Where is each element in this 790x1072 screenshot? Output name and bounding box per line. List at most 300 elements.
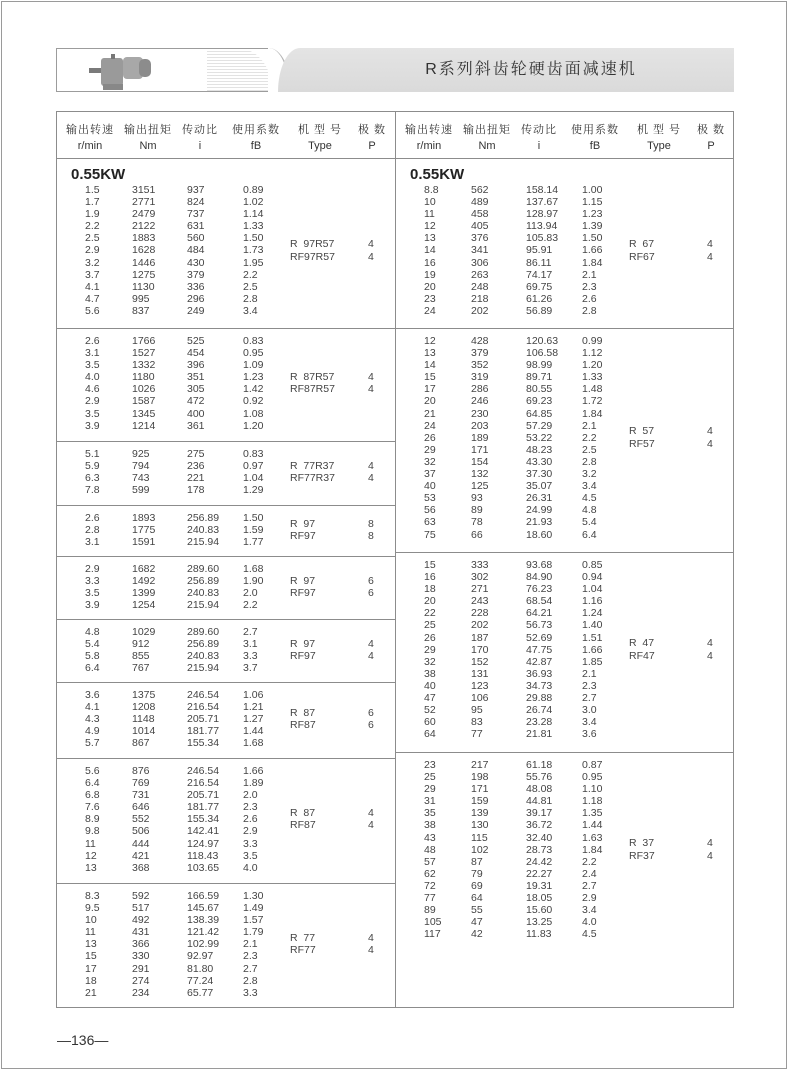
- torque-cell: 115: [471, 831, 488, 844]
- service-factor-cell: 2.0: [243, 587, 258, 600]
- ratio-cell: 105.83: [526, 232, 559, 245]
- torque-cell: 243: [471, 595, 489, 608]
- ratio-cell: 39.17: [526, 807, 553, 820]
- speed-cell: 4.9: [85, 725, 100, 738]
- column-header-zh: 传动比: [182, 124, 218, 136]
- column-header-zh: 输出转速: [66, 124, 114, 136]
- column-header-zh: 输出转速: [405, 124, 453, 136]
- speed-cell: 3.2: [85, 256, 100, 269]
- speed-cell: 20: [424, 395, 436, 408]
- speed-cell: 3.5: [85, 587, 100, 600]
- service-factor-cell: 2.8: [243, 292, 258, 305]
- ratio-cell: 631: [187, 220, 205, 233]
- table-row: [57, 975, 395, 987]
- torque-cell: 444: [132, 837, 150, 850]
- ratio-cell: 351: [187, 371, 205, 384]
- table-row: [396, 892, 734, 904]
- ratio-cell: 246.54: [187, 765, 220, 777]
- torque-cell: 69: [471, 879, 483, 892]
- ratio-cell: 69.75: [526, 280, 553, 293]
- torque-cell: 123: [471, 679, 489, 692]
- page-number: —136—: [57, 1032, 109, 1048]
- service-factor-cell: 0.95: [582, 771, 603, 784]
- column-header-en: Type: [647, 140, 671, 152]
- speed-cell: 2.9: [85, 563, 100, 575]
- table-row: [396, 795, 734, 807]
- speed-cell: 29: [424, 443, 436, 456]
- service-factor-cell: 1.48: [582, 383, 603, 396]
- model-type-line: [290, 707, 390, 720]
- speed-cell: 32: [424, 455, 436, 468]
- model-group: [57, 683, 395, 759]
- speed-cell: 2.9: [85, 395, 100, 408]
- service-factor-cell: 2.7: [243, 962, 258, 975]
- service-factor-cell: 1.66: [582, 244, 603, 257]
- column-header-en: Type: [308, 140, 332, 152]
- pole-count: 4: [707, 437, 713, 450]
- speed-cell: 4.7: [85, 292, 100, 305]
- speed-cell: 5.8: [85, 650, 100, 663]
- table-row: [396, 347, 734, 359]
- table-row: [396, 704, 734, 716]
- table-row: [396, 281, 734, 293]
- torque-cell: 431: [132, 926, 150, 939]
- torque-cell: 1208: [132, 701, 156, 714]
- table-row: [57, 335, 395, 347]
- ratio-cell: 256.89: [187, 575, 220, 588]
- model-type-line: [290, 472, 390, 485]
- table-row: [396, 559, 734, 571]
- speed-cell: 53: [424, 492, 436, 505]
- service-factor-cell: 3.7: [243, 662, 258, 675]
- ratio-cell: 181.77: [187, 725, 220, 738]
- torque-cell: 131: [471, 667, 489, 680]
- speed-cell: 60: [424, 716, 436, 729]
- column-header-en: i: [537, 140, 541, 152]
- torque-cell: 263: [471, 268, 489, 281]
- service-factor-cell: 2.9: [243, 825, 258, 838]
- model-type: R 77R37: [290, 459, 335, 472]
- torque-cell: 139: [471, 807, 489, 820]
- service-factor-cell: 1.06: [243, 689, 264, 701]
- pole-count: 4: [707, 637, 713, 650]
- torque-cell: 368: [132, 861, 150, 874]
- pole-count: 6: [368, 706, 374, 719]
- ratio-cell: 24.99: [526, 504, 553, 517]
- speed-cell: 11: [85, 926, 96, 939]
- torque-cell: 198: [471, 771, 489, 784]
- speed-cell: 13: [85, 861, 97, 874]
- ratio-cell: 64.21: [526, 607, 553, 620]
- table-row: [57, 662, 395, 674]
- torque-cell: 189: [471, 431, 489, 444]
- service-factor-cell: 1.10: [582, 783, 603, 796]
- torque-cell: 217: [471, 759, 489, 771]
- model-type: RF97: [290, 650, 316, 663]
- ratio-cell: 26.31: [526, 492, 553, 505]
- column-header-zh: 极 数: [696, 124, 726, 136]
- ratio-cell: 52.69: [526, 631, 553, 644]
- service-factor-cell: 0.87: [582, 759, 603, 771]
- torque-cell: 234: [132, 986, 150, 999]
- ratio-cell: 275: [187, 448, 205, 460]
- power-rating: 0.55KW: [410, 166, 465, 183]
- ratio-cell: 89.71: [526, 371, 553, 384]
- table-row: [57, 737, 395, 749]
- speed-cell: 19: [424, 268, 436, 281]
- ratio-cell: 396: [187, 359, 205, 372]
- torque-cell: 517: [132, 902, 150, 915]
- service-factor-cell: 2.2: [582, 855, 597, 868]
- service-factor-cell: 1.85: [582, 655, 603, 668]
- speed-cell: 56: [424, 504, 436, 517]
- ratio-cell: 178: [187, 484, 205, 497]
- table-row: [57, 765, 395, 777]
- torque-cell: 876: [132, 765, 150, 777]
- model-group: [57, 506, 395, 557]
- speed-cell: 23: [424, 292, 436, 305]
- ratio-cell: 289.60: [187, 626, 220, 638]
- ratio-cell: 36.72: [526, 819, 553, 832]
- service-factor-cell: 1.89: [243, 777, 264, 790]
- torque-cell: 506: [132, 825, 150, 838]
- ratio-cell: 34.73: [526, 679, 553, 692]
- model-type-block: [629, 837, 729, 862]
- service-factor-cell: 2.1: [582, 268, 597, 281]
- ratio-cell: 361: [187, 419, 205, 432]
- service-factor-cell: 2.3: [582, 280, 597, 293]
- torque-cell: 1766: [132, 335, 156, 347]
- service-factor-cell: 4.0: [582, 916, 597, 929]
- model-type-line: [290, 650, 390, 663]
- service-factor-cell: 1.21: [243, 701, 264, 714]
- ratio-cell: 69.23: [526, 395, 553, 408]
- table-row: [396, 196, 734, 208]
- table-left-half: [57, 112, 396, 1007]
- torque-cell: 1375: [132, 689, 156, 701]
- service-factor-cell: 2.0: [243, 789, 258, 802]
- torque-cell: 376: [471, 232, 489, 245]
- service-factor-cell: 3.3: [243, 837, 258, 850]
- pole-count: 4: [368, 250, 374, 263]
- speed-cell: 1.5: [85, 184, 100, 196]
- table-row: [396, 759, 734, 771]
- model-type-line: [290, 587, 390, 600]
- torque-cell: 125: [471, 480, 489, 493]
- ratio-cell: 216.54: [187, 701, 220, 714]
- table-row: [396, 529, 734, 541]
- torque-cell: 925: [132, 448, 150, 460]
- torque-cell: 1180: [132, 371, 155, 384]
- ratio-cell: 22.27: [526, 867, 553, 880]
- torque-cell: 170: [471, 643, 489, 656]
- banner-stripes: [207, 49, 268, 91]
- ratio-cell: 138.39: [187, 914, 220, 927]
- torque-cell: 421: [132, 849, 150, 862]
- service-factor-cell: 1.33: [243, 220, 264, 233]
- torque-cell: 646: [132, 801, 150, 814]
- speed-cell: 15: [424, 371, 436, 384]
- torque-cell: 77: [471, 728, 483, 741]
- service-factor-cell: 0.95: [243, 347, 264, 360]
- column-header-zh: 机 型 号: [636, 124, 682, 136]
- service-factor-cell: 0.83: [243, 448, 264, 460]
- torque-cell: 1014: [132, 725, 156, 738]
- ratio-cell: 29.88: [526, 692, 553, 705]
- service-factor-cell: 1.33: [582, 371, 603, 384]
- table-row: [57, 838, 395, 850]
- table-row: [396, 516, 734, 528]
- model-group: [57, 159, 395, 329]
- ratio-cell: 937: [187, 184, 205, 196]
- torque-cell: 1148: [132, 713, 155, 726]
- service-factor-cell: 2.8: [582, 304, 597, 317]
- speed-cell: 5.6: [85, 765, 100, 777]
- speed-cell: 32: [424, 655, 436, 668]
- service-factor-cell: 1.44: [582, 819, 603, 832]
- model-type-block: [290, 518, 390, 543]
- speed-cell: 38: [424, 819, 436, 832]
- speed-cell: 105: [424, 916, 442, 929]
- service-factor-cell: 1.35: [582, 807, 603, 820]
- torque-cell: 1527: [132, 347, 156, 360]
- ratio-cell: 236: [187, 460, 205, 473]
- service-factor-cell: 2.7: [582, 879, 597, 892]
- ratio-cell: 42.87: [526, 655, 553, 668]
- model-type-block: [290, 638, 390, 663]
- service-factor-cell: 2.8: [582, 455, 597, 468]
- model-type: R 87: [290, 806, 316, 819]
- speed-cell: 6.4: [85, 662, 100, 675]
- model-type: RF47: [629, 649, 655, 662]
- ratio-cell: 454: [187, 347, 205, 360]
- speed-cell: 20: [424, 595, 436, 608]
- speed-cell: 10: [424, 196, 436, 209]
- speed-cell: 89: [424, 904, 436, 917]
- service-factor-cell: 2.7: [243, 626, 258, 638]
- model-type: RF87R57: [290, 383, 335, 396]
- model-type-block: [290, 707, 390, 732]
- speed-cell: 16: [424, 256, 436, 269]
- ratio-cell: 296: [187, 292, 205, 305]
- model-group: [396, 159, 734, 329]
- speed-cell: 3.3: [85, 575, 100, 588]
- speed-cell: 40: [424, 480, 436, 493]
- ratio-cell: 92.97: [187, 950, 214, 963]
- table-row: [396, 692, 734, 704]
- pole-count: 4: [368, 370, 374, 383]
- pole-count: 4: [707, 238, 713, 251]
- torque-cell: 428: [471, 335, 489, 347]
- ratio-cell: 23.28: [526, 716, 553, 729]
- torque-cell: 333: [471, 559, 489, 571]
- table-row: [396, 680, 734, 692]
- torque-cell: 552: [132, 813, 150, 826]
- torque-cell: 132: [471, 468, 489, 481]
- table-row: [57, 408, 395, 420]
- ratio-cell: 24.42: [526, 855, 553, 868]
- table-row: [57, 269, 395, 281]
- column-header-en: Nm: [478, 140, 496, 152]
- speed-cell: 17: [85, 962, 97, 975]
- page-title: R系列斜齿轮硬齿面减速机: [425, 61, 637, 78]
- ratio-cell: 158.14: [526, 184, 559, 196]
- torque-cell: 1628: [132, 244, 156, 257]
- service-factor-cell: 3.4: [582, 480, 597, 493]
- table-row: [396, 571, 734, 583]
- speed-cell: 2.6: [85, 335, 100, 347]
- torque-cell: 458: [471, 208, 489, 221]
- torque-cell: 1893: [132, 512, 156, 524]
- ratio-cell: 142.41: [187, 825, 220, 838]
- table-row: [57, 563, 395, 575]
- service-factor-cell: 2.6: [582, 292, 597, 305]
- ratio-cell: 61.26: [526, 292, 553, 305]
- torque-cell: 1492: [132, 575, 156, 588]
- speed-cell: 9.5: [85, 902, 100, 915]
- service-factor-cell: 1.79: [243, 926, 264, 939]
- speed-cell: 6.4: [85, 777, 100, 790]
- pole-count: 6: [368, 719, 374, 732]
- column-header-zh: 使用系数: [571, 124, 619, 136]
- torque-cell: 130: [471, 819, 489, 832]
- torque-cell: 202: [471, 619, 489, 632]
- torque-cell: 106: [471, 692, 489, 705]
- service-factor-cell: 2.1: [243, 938, 258, 951]
- service-factor-cell: 3.4: [582, 716, 597, 729]
- ratio-cell: 53.22: [526, 431, 553, 444]
- speed-cell: 21: [424, 407, 436, 420]
- torque-cell: 274: [132, 974, 150, 987]
- column-header-en: Nm: [139, 140, 157, 152]
- model-type: R 47: [629, 637, 655, 650]
- torque-cell: 3151: [132, 184, 156, 196]
- model-group: [396, 329, 734, 553]
- table-row: [396, 607, 734, 619]
- table-row: [57, 395, 395, 407]
- speed-cell: 1.7: [85, 196, 100, 209]
- speed-cell: 3.5: [85, 359, 100, 372]
- model-type: R 77: [290, 931, 316, 944]
- model-type-line: [290, 819, 390, 832]
- service-factor-cell: 3.4: [582, 904, 597, 917]
- ratio-cell: 18.60: [526, 528, 553, 541]
- table-row: [396, 916, 734, 928]
- column-header-en: r/min: [416, 140, 442, 152]
- column-header-zh: 使用系数: [232, 124, 280, 136]
- service-factor-cell: 1.15: [582, 196, 603, 209]
- table-row: [396, 783, 734, 795]
- torque-cell: 203: [471, 419, 489, 432]
- ratio-cell: 86.11: [526, 256, 552, 269]
- service-factor-cell: 0.92: [243, 395, 264, 408]
- torque-cell: 1026: [132, 383, 156, 396]
- pole-count: 4: [707, 425, 713, 438]
- service-factor-cell: 1.59: [243, 524, 264, 537]
- service-factor-cell: 1.00: [582, 184, 603, 196]
- speed-cell: 43: [424, 831, 436, 844]
- torque-cell: 154: [471, 455, 489, 468]
- speed-cell: 2.9: [85, 244, 100, 257]
- speed-cell: 14: [424, 244, 436, 257]
- service-factor-cell: 3.1: [243, 638, 258, 651]
- torque-cell: 837: [132, 304, 150, 317]
- torque-cell: 286: [471, 383, 489, 396]
- speed-cell: 5.9: [85, 460, 100, 473]
- table-row: [396, 728, 734, 740]
- torque-cell: 291: [132, 962, 150, 975]
- service-factor-cell: 1.12: [582, 347, 603, 360]
- table-row: [57, 208, 395, 220]
- model-type-line: [290, 251, 390, 264]
- speed-cell: 8.3: [85, 890, 100, 902]
- table-row: [396, 480, 734, 492]
- table-row: [57, 599, 395, 611]
- model-type: RF87: [290, 719, 316, 732]
- ratio-cell: 118.43: [187, 849, 219, 862]
- table-row: [396, 868, 734, 880]
- torque-cell: 599: [132, 484, 150, 497]
- torque-cell: 152: [471, 655, 489, 668]
- torque-cell: 867: [132, 737, 150, 750]
- model-group: [396, 553, 734, 753]
- speed-cell: 3.6: [85, 689, 100, 701]
- speed-cell: 24: [424, 419, 436, 432]
- ratio-cell: 145.67: [187, 902, 220, 915]
- table-row: [57, 963, 395, 975]
- service-factor-cell: 1.20: [243, 419, 264, 432]
- model-type: R 97R57: [290, 238, 335, 251]
- service-factor-cell: 1.42: [243, 383, 264, 396]
- speed-cell: 4.1: [85, 701, 100, 714]
- ratio-cell: 36.93: [526, 667, 553, 680]
- torque-cell: 743: [132, 472, 150, 485]
- torque-cell: 1130: [132, 280, 155, 293]
- model-type-line: [290, 575, 390, 588]
- speed-cell: 47: [424, 692, 436, 705]
- model-type-line: [629, 425, 729, 438]
- service-factor-cell: 2.1: [582, 667, 597, 680]
- torque-cell: 1682: [132, 563, 156, 575]
- torque-cell: 230: [471, 407, 489, 420]
- speed-cell: 3.1: [85, 536, 100, 549]
- torque-cell: 171: [471, 783, 489, 796]
- model-type-line: [290, 238, 390, 251]
- pole-count: 4: [368, 931, 374, 944]
- model-type: RF77: [290, 944, 316, 957]
- pole-count: 4: [368, 819, 374, 832]
- speed-cell: 31: [424, 795, 436, 808]
- speed-cell: 35: [424, 807, 436, 820]
- table-row: [57, 448, 395, 460]
- ratio-cell: 379: [187, 268, 205, 281]
- service-factor-cell: 3.2: [582, 468, 597, 481]
- speed-cell: 24: [424, 304, 436, 317]
- torque-cell: 306: [471, 256, 489, 269]
- service-factor-cell: 1.09: [243, 359, 264, 372]
- torque-cell: 1446: [132, 256, 156, 269]
- table-row: [396, 807, 734, 819]
- torque-cell: 79: [471, 867, 483, 880]
- model-type-block: [629, 425, 729, 450]
- ratio-cell: 68.54: [526, 595, 553, 608]
- service-factor-cell: 2.9: [582, 892, 597, 905]
- torque-cell: 93: [471, 492, 483, 505]
- table-row: [57, 789, 395, 801]
- service-factor-cell: 2.8: [243, 974, 258, 987]
- model-type: RF37: [629, 849, 655, 862]
- model-type: R 97: [290, 517, 316, 530]
